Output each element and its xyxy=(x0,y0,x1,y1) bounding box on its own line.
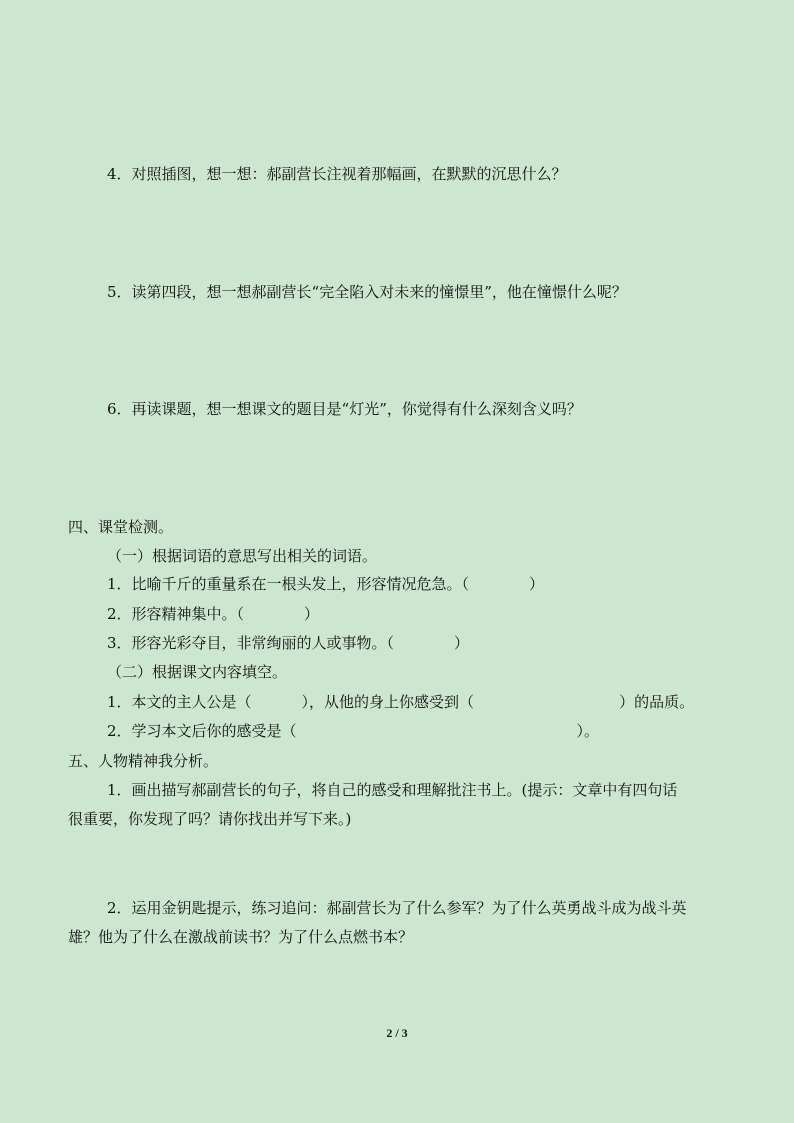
analysis-item-2-line-1: 2．运用金钥匙提示，练习追问：郝副营长为了什么参军？为了什么英勇战斗成为战斗英 xyxy=(107,899,687,917)
analysis-item-1-line-2: 很重要，你发现了吗？请你找出并写下来。) xyxy=(68,810,352,828)
fill-in-item-3-text: 3．形容光彩夺目，非常绚丽的人或事物。（ xyxy=(107,634,395,652)
fill-in-item-1 xyxy=(107,574,544,594)
fill-in-item-2 xyxy=(107,604,319,624)
fill-in-item-2-close: ） xyxy=(304,605,320,623)
section-4-part-2-title: （二）根据课文内容填空。 xyxy=(107,663,288,681)
section-5-heading: 五、人物精神我分析。 xyxy=(68,752,219,770)
content-fill-item-1-b: ），从他的身上你感受到（ xyxy=(301,693,475,711)
fill-in-item-3-close: ） xyxy=(454,634,470,652)
section-4-heading: 四、课堂检测。 xyxy=(68,518,174,536)
fill-in-item-1-close: ） xyxy=(529,575,545,593)
content-fill-item-2 xyxy=(107,721,599,741)
content-fill-item-1-c: ）的品质。 xyxy=(619,693,695,711)
question-4: 4．对照插图，想一想：郝副营长注视着那幅画，在默默的沉思什么？ xyxy=(107,165,567,183)
analysis-item-1-line-1: 1．画出描写郝副营长的句子，将自己的感受和理解批注书上。(提示：文章中有四句话 xyxy=(107,781,678,799)
question-5: 5．读第四段，想一想郝副营长“完全陷入对未来的憧憬里”，他在憧憬什么呢？ xyxy=(107,283,627,301)
content-fill-item-1 xyxy=(107,692,694,712)
content-fill-item-2-b: ）。 xyxy=(576,722,600,740)
fill-in-item-2-text: 2．形容精神集中。（ xyxy=(107,605,245,623)
fill-in-item-1-text: 1．比喻千斤的重量系在一根头发上，形容情况危急。（ xyxy=(107,575,470,593)
fill-in-item-3 xyxy=(107,633,469,653)
analysis-item-2-line-2: 雄？他为了什么在激战前读书？为了什么点燃书本？ xyxy=(68,928,414,946)
question-6: 6．再读课题，想一想课文的题目是“灯光”，你觉得有什么深刻含义吗？ xyxy=(107,400,582,418)
section-4-part-1-title: （一）根据词语的意思写出相关的词语。 xyxy=(107,547,378,565)
content-fill-item-2-a: 2．学习本文后你的感受是（ xyxy=(107,722,297,740)
content-fill-item-1-a: 1．本文的主人公是（ xyxy=(107,693,252,711)
page-number: 2 / 3 xyxy=(386,1026,408,1040)
